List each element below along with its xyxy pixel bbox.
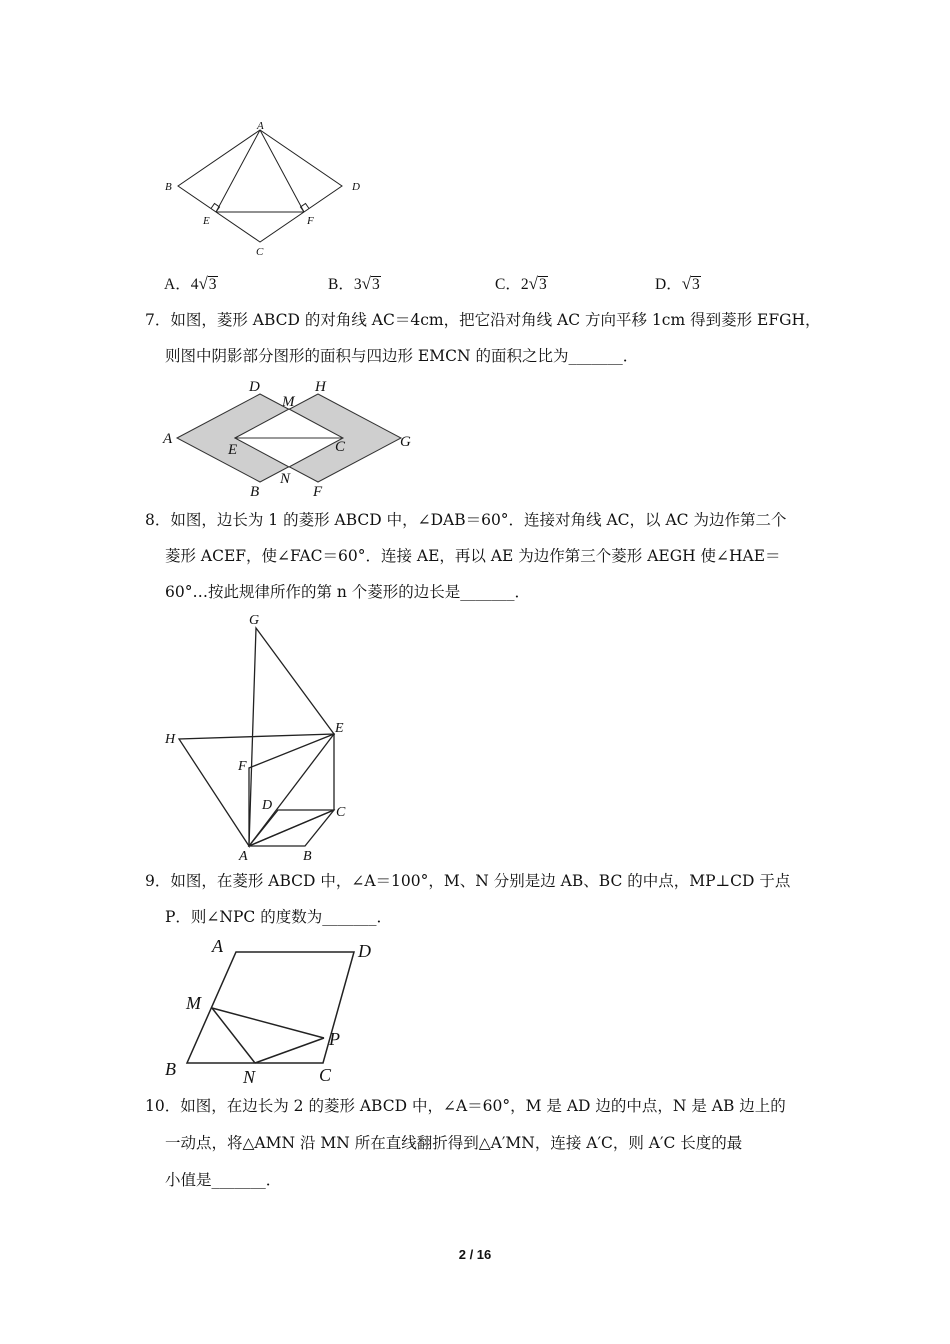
label-F: F xyxy=(307,215,314,227)
label-A: A xyxy=(257,120,264,132)
label-D: D xyxy=(352,181,360,193)
q7-line1: 7．如图，菱形 ABCD 的对角线 AC＝4cm，把它沿对角线 AC 方向平移 1cm 得到菱形 EFGH， xyxy=(145,311,821,329)
q9-line1: 9．如图，在菱形 ABCD 中，∠A＝100°，M、N 分别是边 AB、BC 的中点，MP⊥CD 于点 xyxy=(145,872,791,890)
label-E: E xyxy=(228,442,238,458)
q10-line1: 10．如图，在边长为 2 的菱形 ABCD 中，∠A＝60°，M 是 AD 边的中点，N 是 AB 边上的 xyxy=(145,1097,786,1115)
page-number: 2 / 16 xyxy=(458,1247,492,1262)
label-D: D xyxy=(262,798,273,813)
option-d[interactable]: D．√3 xyxy=(655,274,700,293)
label-N: N xyxy=(243,1067,256,1087)
label-P: P xyxy=(329,1029,340,1049)
figure-q8-rhombus-sequence xyxy=(160,606,360,866)
label-C: C xyxy=(335,439,346,455)
label-A: A xyxy=(212,936,223,956)
label-C: C xyxy=(256,246,264,258)
label-M: M xyxy=(282,394,295,410)
label-A: A xyxy=(239,849,248,864)
q8-line2: 菱形 ACEF，使∠FAC＝60°．连接 AE，再以 AE 为边作第三个菱形 AEGH 使∠HAE＝ xyxy=(165,547,781,565)
q10-line3: 小值是_______． xyxy=(165,1171,282,1189)
option-b[interactable]: B．3√3 xyxy=(328,274,380,293)
q9-line2: P．则∠NPC 的度数为_______． xyxy=(165,908,392,926)
label-H: H xyxy=(165,732,176,747)
option-a[interactable]: A．4√3 xyxy=(164,274,217,293)
label-G: G xyxy=(400,434,411,450)
figure-q7-rhombus-translation xyxy=(160,376,420,500)
label-F: F xyxy=(238,759,247,774)
label-H: H xyxy=(315,379,326,395)
option-c[interactable]: C．2√3 xyxy=(495,274,547,293)
q8-line3: 60°…按此规律所作的第 n 个菱形的边长是_______． xyxy=(165,583,531,601)
figure-q6-rhombus xyxy=(160,118,370,260)
label-F: F xyxy=(313,484,323,500)
label-C: C xyxy=(319,1065,332,1085)
label-E: E xyxy=(335,721,344,736)
label-D: D xyxy=(249,379,260,395)
figure-q9-rhombus xyxy=(160,932,390,1090)
label-B: B xyxy=(165,181,172,193)
label-N: N xyxy=(280,471,291,487)
label-B: B xyxy=(303,849,312,864)
label-C: C xyxy=(336,805,346,820)
label-E: E xyxy=(203,215,210,227)
q10-line2: 一动点，将△AMN 沿 MN 所在直线翻折得到△A′MN，连接 A′C，则 A′C 长度的最 xyxy=(165,1134,743,1152)
label-B: B xyxy=(165,1059,176,1079)
label-B: B xyxy=(250,484,260,500)
q7-line2: 则图中阴影部分图形的面积与四边形 EMCN 的面积之比为_______． xyxy=(165,347,639,365)
label-M: M xyxy=(186,993,201,1013)
label-A: A xyxy=(163,431,173,447)
label-D: D xyxy=(358,941,371,961)
q8-line1: 8．如图，边长为 1 的菱形 ABCD 中，∠DAB＝60°．连接对角线 AC，以 AC 为边作第二个 xyxy=(145,511,787,529)
label-G: G xyxy=(249,613,260,628)
